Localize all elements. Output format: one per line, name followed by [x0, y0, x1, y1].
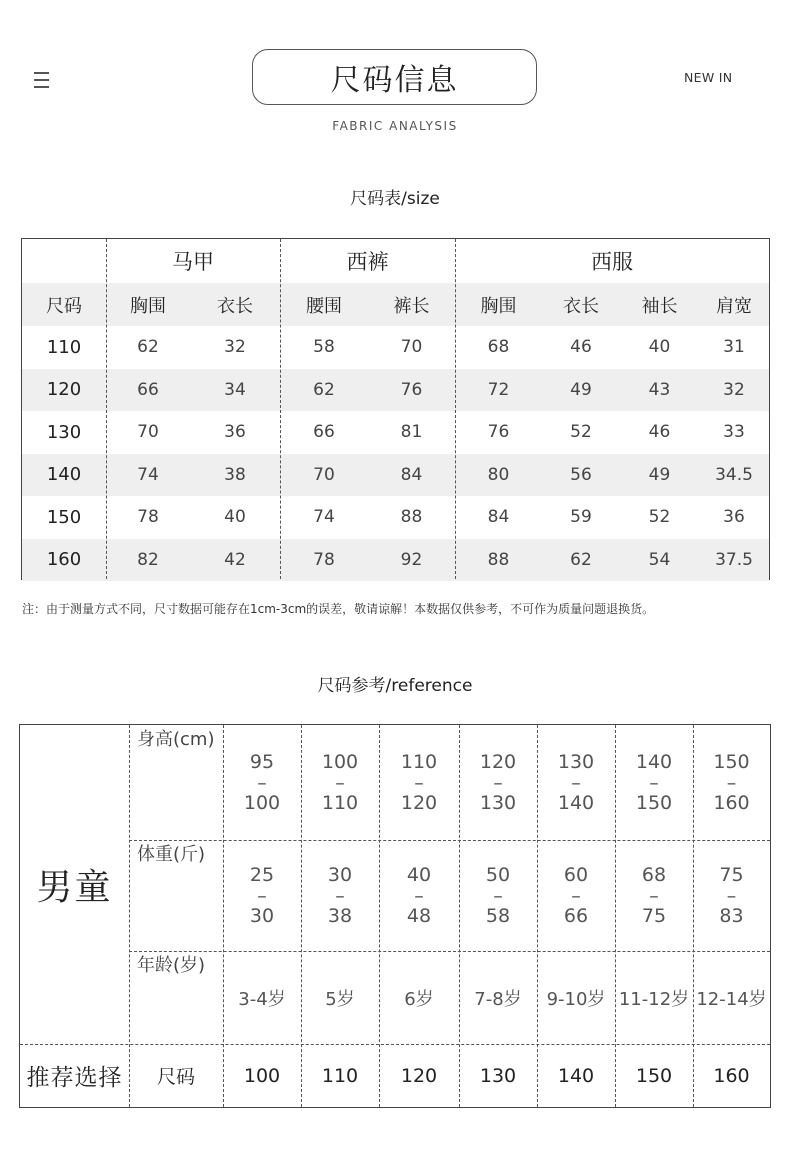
table-cell: 49: [570, 379, 592, 400]
table-cell: 32: [723, 379, 745, 400]
recommended-size: 150: [635, 1064, 673, 1087]
table-cell: 46: [570, 337, 592, 358]
table-cell: 43: [648, 379, 671, 400]
height-label: 身高(cm): [137, 729, 215, 750]
table-cell: 62: [313, 379, 335, 400]
column-header: 腰围: [306, 295, 342, 317]
page-subtitle: FABRIC ANALYSIS: [332, 119, 458, 133]
range-max: 75: [641, 904, 667, 927]
range-separator: –: [649, 771, 659, 794]
table-cell: 46: [648, 422, 671, 443]
table-cell: 72: [487, 379, 510, 400]
table-cell: 40: [224, 507, 246, 528]
table-cell: 70: [137, 422, 159, 443]
weight-range-cell: [223, 840, 301, 951]
table-cell: 52: [570, 422, 592, 443]
category-label: 男童: [36, 867, 113, 908]
column-header: 裤长: [393, 295, 430, 317]
range-max: 48: [406, 904, 432, 927]
size-cell: 140: [46, 464, 82, 486]
range-max: 120: [400, 791, 438, 814]
range-min: 60: [563, 863, 589, 886]
size-cell: 150: [46, 506, 82, 528]
age-cell: 6岁: [404, 988, 434, 1010]
range-separator: –: [335, 884, 345, 907]
range-min: 120: [479, 750, 517, 773]
height-range-cell: [459, 725, 537, 840]
range-min: 25: [249, 863, 275, 886]
table-cell: 84: [487, 507, 510, 528]
recommend-label: 推荐选择: [26, 1065, 123, 1091]
table-cell: 34: [224, 379, 246, 400]
recommended-size: 110: [321, 1064, 359, 1087]
height-range-cell: [537, 725, 615, 840]
size-cell: 130: [46, 421, 82, 443]
page-title: 尺码信息: [252, 49, 537, 105]
table-cell: 62: [570, 549, 592, 570]
column-header: 肩宽: [716, 295, 752, 317]
height-range-cell: [223, 725, 301, 840]
size-cell: 160: [46, 549, 82, 571]
measurement-note: 注：由于测量方式不同，尺寸数据可能存在1cm-3cm的误差，敬请谅解！本数据仅供参考，不可作为质量问题退换货。: [22, 602, 655, 616]
range-min: 130: [557, 750, 595, 773]
recommended-size: 160: [713, 1064, 750, 1087]
age-cell: 11-12岁: [618, 988, 690, 1010]
range-separator: –: [257, 771, 267, 794]
range-max: 100: [243, 791, 281, 814]
range-separator: –: [571, 884, 581, 907]
range-separator: –: [493, 771, 503, 794]
recommended-size: 140: [557, 1064, 595, 1087]
age-cell: 7-8岁: [474, 988, 522, 1010]
range-max: 130: [479, 791, 517, 814]
weight-label: 体重(斤): [137, 844, 206, 865]
range-max: 110: [321, 791, 359, 814]
table-cell: 76: [400, 379, 423, 400]
table-cell: 54: [648, 549, 671, 570]
table-cell: 76: [487, 422, 510, 443]
table-cell: 42: [224, 549, 246, 570]
weight-range-cell: [301, 840, 379, 951]
table-cell: 31: [723, 337, 745, 358]
range-min: 100: [321, 750, 359, 773]
recommend-size-label: 尺码: [156, 1066, 195, 1088]
table-cell: 68: [487, 337, 510, 358]
range-separator: –: [571, 771, 581, 794]
group-header: 马甲: [172, 250, 214, 274]
range-separator: –: [414, 771, 424, 794]
table-cell: 58: [313, 337, 335, 358]
table-cell: 32: [224, 337, 246, 358]
table-cell: 52: [648, 507, 671, 528]
table-cell: 37.5: [715, 549, 753, 570]
table-cell: 88: [400, 507, 423, 528]
table-cell: 74: [313, 507, 335, 528]
range-min: 75: [719, 863, 744, 886]
range-max: 150: [635, 791, 673, 814]
size-cell: 120: [46, 379, 82, 401]
range-separator: –: [726, 771, 737, 794]
height-range-cell: [693, 725, 770, 840]
range-min: 140: [635, 750, 673, 773]
range-separator: –: [493, 884, 503, 907]
table-cell: 81: [400, 422, 423, 443]
table-cell: 59: [570, 507, 592, 528]
range-separator: –: [649, 884, 659, 907]
range-separator: –: [726, 884, 737, 907]
range-min: 50: [485, 863, 511, 886]
size-table: [21, 238, 770, 580]
height-range-cell: [379, 725, 459, 840]
table-cell: 34.5: [715, 464, 753, 485]
menu-icon[interactable]: [34, 68, 50, 90]
table-cell: 40: [648, 337, 671, 358]
table-cell: 78: [137, 507, 159, 528]
column-header: 胸围: [480, 295, 517, 317]
column-header: 尺码: [46, 295, 82, 317]
column-header: 胸围: [130, 295, 166, 317]
height-range-cell: [301, 725, 379, 840]
table-cell: 74: [137, 464, 159, 485]
weight-range-cell: [537, 840, 615, 951]
range-max: 83: [719, 904, 744, 927]
range-max: 58: [485, 904, 511, 927]
range-min: 110: [400, 750, 438, 773]
table-cell: 38: [224, 464, 246, 485]
height-range-cell: [615, 725, 693, 840]
table-cell: 88: [487, 549, 510, 570]
range-max: 160: [713, 791, 750, 814]
range-separator: –: [257, 884, 267, 907]
size-table-title: 尺码表/size: [350, 189, 440, 209]
new-in-label[interactable]: NEW IN: [684, 70, 733, 85]
range-separator: –: [335, 771, 345, 794]
table-cell: 62: [137, 337, 159, 358]
table-cell: 36: [224, 422, 246, 443]
range-max: 38: [327, 904, 353, 927]
table-cell: 82: [137, 549, 159, 570]
range-max: 30: [249, 904, 275, 927]
column-header: 袖长: [641, 295, 678, 317]
table-cell: 84: [400, 464, 423, 485]
table-cell: 70: [313, 464, 335, 485]
weight-range-cell: [379, 840, 459, 951]
recommended-size: 100: [243, 1064, 281, 1087]
group-header: 西服: [591, 250, 633, 274]
table-cell: 33: [723, 422, 745, 443]
recommended-size: 120: [400, 1064, 438, 1087]
age-cell: 3-4岁: [238, 988, 286, 1010]
table-cell: 80: [487, 464, 510, 485]
reference-table: [19, 724, 771, 1108]
age-cell: 5岁: [325, 988, 355, 1010]
table-cell: 92: [400, 549, 423, 570]
age-label: 年龄(岁): [137, 955, 206, 976]
range-max: 66: [563, 904, 589, 927]
age-cell: 9-10岁: [546, 988, 606, 1010]
range-max: 140: [557, 791, 595, 814]
table-cell: 66: [137, 379, 159, 400]
range-min: 40: [406, 863, 432, 886]
column-header: 衣长: [217, 295, 253, 317]
table-cell: 56: [570, 464, 592, 485]
column-header: 衣长: [563, 295, 599, 317]
table-cell: 78: [313, 549, 335, 570]
weight-range-cell: [615, 840, 693, 951]
recommended-size: 130: [479, 1064, 517, 1087]
table-cell: 49: [648, 464, 671, 485]
size-cell: 110: [46, 336, 82, 358]
range-min: 95: [249, 750, 275, 773]
table-cell: 36: [723, 507, 745, 528]
table-cell: 70: [400, 337, 423, 358]
range-min: 30: [327, 863, 353, 886]
age-cell: 12-14岁: [696, 988, 767, 1010]
reference-table-title: 尺码参考/reference: [317, 676, 473, 696]
range-min: 68: [641, 863, 667, 886]
weight-range-cell: [693, 840, 770, 951]
range-separator: –: [414, 884, 424, 907]
weight-range-cell: [459, 840, 537, 951]
group-header: 西裤: [346, 250, 389, 274]
range-min: 150: [713, 750, 750, 773]
table-cell: 66: [313, 422, 335, 443]
